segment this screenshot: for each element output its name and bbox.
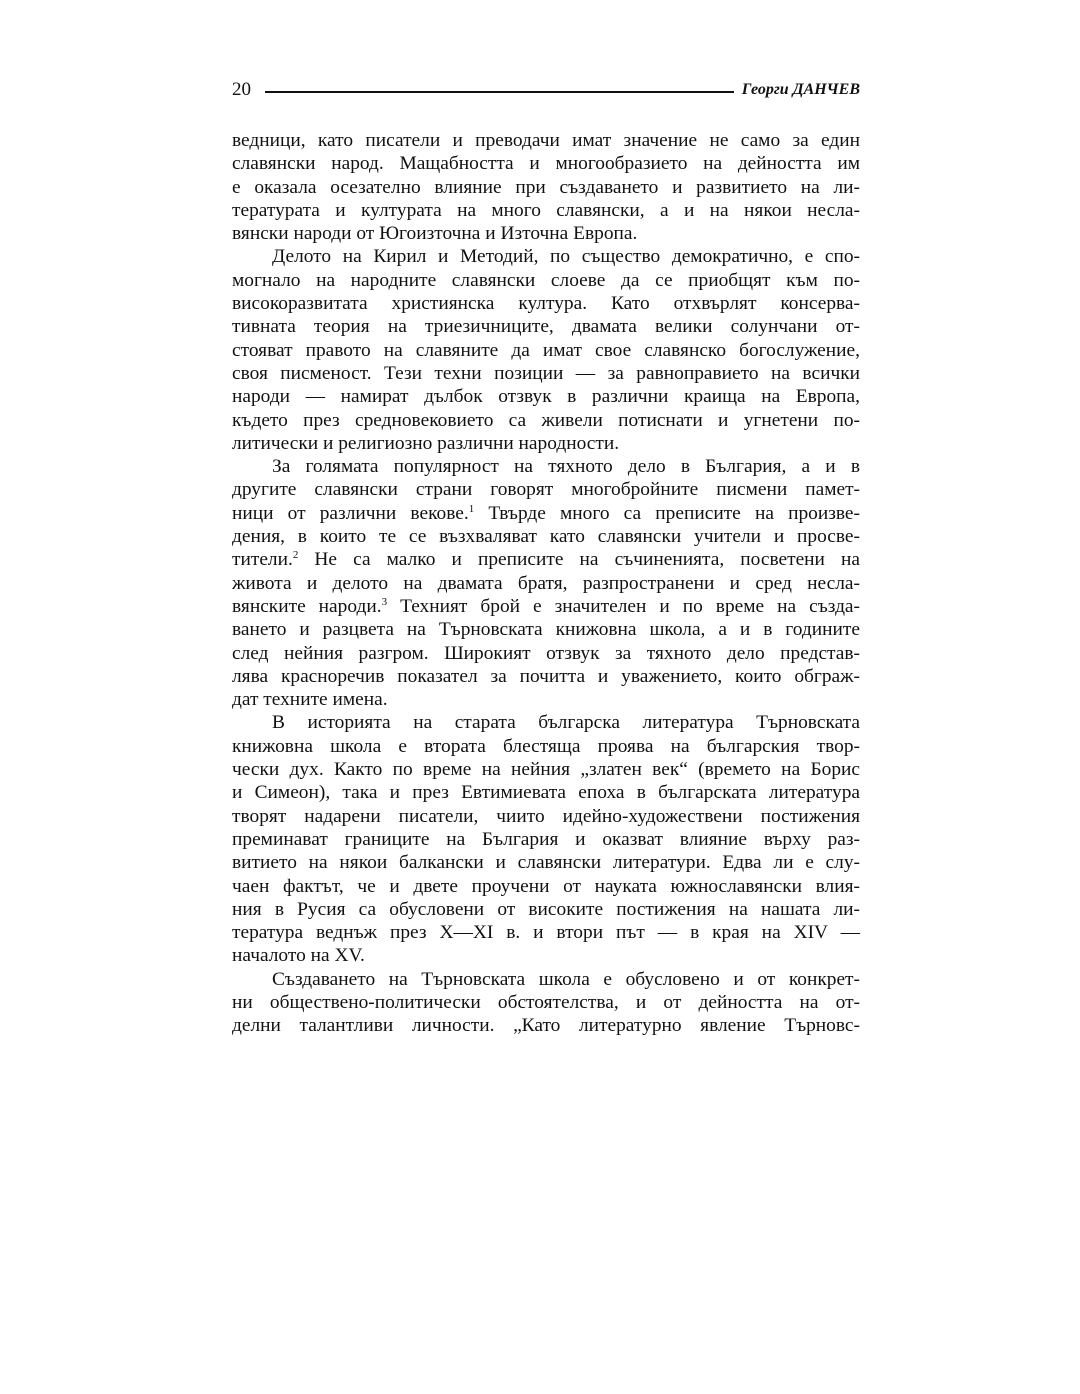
text-line: лява красноречив показател за почитта и уважението, които обграж- bbox=[232, 665, 860, 687]
text-line: литически и религиозно различни народности. bbox=[232, 432, 620, 454]
text-line: стояват правото на славяните да имат свое славянско богослужение, bbox=[232, 339, 860, 361]
text-line: е оказала осезателно влияние при създаването и развитието на ли- bbox=[232, 176, 860, 198]
text-line: и Симеон), така и през Евтимиевата епоха в българската литература bbox=[232, 782, 860, 804]
text-line: чаен фактът, че и двете проучени от науката южнославянски влия- bbox=[232, 875, 860, 897]
text-line: В историята на старата българска литература Търновската bbox=[272, 712, 860, 734]
paragraph bbox=[232, 455, 860, 711]
text-line: Делото на Кирил и Методий, по същество демократично, е спо- bbox=[272, 246, 860, 268]
text-line: живота и делото на двамата братя, разпространени и сред несла- bbox=[232, 572, 860, 594]
text-line: вянските народи.$^3$ Техният брой е значителен и по време на създа- bbox=[232, 595, 861, 617]
page-header bbox=[232, 78, 860, 102]
paragraph bbox=[232, 711, 860, 967]
footnote-marker[interactable]: 3 bbox=[381, 595, 388, 608]
text-line: тературата и културата на много славянски, а и на някои несла- bbox=[232, 199, 860, 221]
text-line: преминават границите на България и оказват влияние върху раз- bbox=[232, 828, 860, 850]
text-line: Създаването на Търновската школа е обусловено и от конкрет- bbox=[272, 968, 860, 990]
body-text bbox=[232, 129, 860, 1038]
text-line: народи — намират дълбок отзвук в различни краища на Европа, bbox=[232, 386, 860, 408]
paragraph bbox=[232, 245, 860, 455]
text-line: ници от различни векове.$^1$ Твърде много са преписите на произве- bbox=[232, 502, 860, 524]
text-line: своя писменост. Тези техни позиции — за равноправието на всички bbox=[232, 362, 860, 384]
text-line: началото на XV. bbox=[232, 945, 365, 967]
text-line: ния в Русия са обусловени от високите постижения на нашата ли- bbox=[232, 898, 860, 920]
footnote-marker[interactable]: 1 bbox=[468, 502, 475, 515]
page-number: 20 bbox=[232, 79, 251, 100]
footnote-marker[interactable]: 2 bbox=[292, 549, 299, 562]
text-line: витието на някои балкански и славянски литератури. Едва ли е слу- bbox=[232, 852, 860, 874]
text-line: чески дух. Както по време на нейния „златен век“ (времето на Борис bbox=[232, 759, 860, 781]
text-line: другите славянски страни говорят многобройните писмени памет- bbox=[232, 479, 860, 501]
text-line: тивната теория на триезичниците, двамата велики солунчани от- bbox=[232, 316, 860, 338]
text-line: За голямата популярност на тяхното дело в България, а и в bbox=[272, 456, 860, 478]
header-rule bbox=[265, 91, 734, 93]
text-line: ването и разцвета на Търновската книжовна школа, а и в годините bbox=[232, 619, 860, 641]
text-line: славянски народ. Мащабността и многообразието на дейността им bbox=[232, 153, 860, 175]
text-line: след нейния разгром. Широкият отзвук за тяхното дело представ- bbox=[232, 642, 860, 664]
text-line: могнало на народните славянски слоеве да се приобщят към по- bbox=[232, 269, 860, 291]
text-line: високоразвитата християнска култура. Като отхвърлят консерва- bbox=[232, 293, 860, 315]
text-line: ведници, като писатели и преводачи имат значение не само за един bbox=[232, 130, 860, 151]
text-line: делни талантливи личности. „Като литературно явление Търновс- bbox=[232, 1015, 860, 1037]
paragraph bbox=[232, 129, 860, 245]
text-line: където през средновековието са живели потиснати и угнетени по- bbox=[232, 409, 860, 431]
paragraph bbox=[232, 968, 860, 1038]
text-line: ни обществено-политически обстоятелства, и от дейността на от- bbox=[232, 991, 860, 1013]
text-line: творят надарени писатели, чиито идейно-художествени постижения bbox=[232, 805, 860, 827]
running-head: Георги ДАНЧЕВ bbox=[741, 81, 860, 98]
text-line: вянски народи от Югоизточна и Източна Европа. bbox=[232, 223, 638, 245]
text-line: дат техните имена. bbox=[232, 689, 388, 711]
text-line: книжовна школа е втората блестяща проява на българския твор- bbox=[232, 735, 860, 757]
text-line: тители.$^2$ Не са малко и преписите на съчиненията, посветени на bbox=[232, 549, 860, 571]
text-line: дения, в които те се възхваляват като славянски учители и просве- bbox=[232, 526, 860, 548]
text-line: тература веднъж през X—XI в. и втори път — в края на XIV — bbox=[232, 922, 860, 944]
